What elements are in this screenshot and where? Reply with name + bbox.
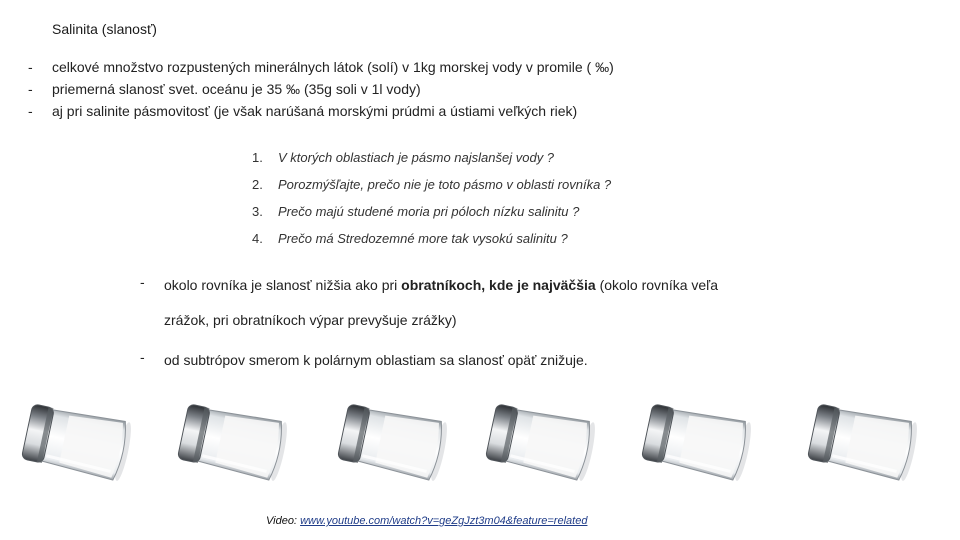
salt-shaker-image [20, 384, 136, 494]
bullet-text: aj pri salinite pásmovitosť (je však narúšaná morskými prúdmi a ústiami veľkých riek) [52, 103, 578, 119]
bullet-dash: - [28, 103, 33, 119]
video-link[interactable]: www.youtube.com/watch?v=geZgJzt3m04&feature=related [300, 515, 588, 527]
answer-item [140, 274, 840, 331]
bullet-dash: - [28, 81, 33, 97]
question-text: Prečo majú studené moria pri póloch nízku salinitu ? [278, 204, 580, 219]
salt-shaker-image [806, 384, 922, 494]
answer-text: od subtrópov smerom k polárnym oblastiam sa slanosť opäť znižuje. [164, 352, 588, 368]
answer-item [140, 349, 840, 371]
question-text: Porozmýšľajte, prečo nie je toto pásmo v oblasti rovníka ? [278, 177, 612, 192]
salt-shaker-image [176, 384, 292, 494]
bullet-item [28, 56, 614, 78]
salt-shaker-image [336, 384, 452, 494]
salt-shaker-row [0, 384, 960, 494]
caption-prefix: Video: [266, 515, 301, 527]
question-item [252, 203, 611, 230]
bullet-dash: - [28, 59, 33, 75]
bullet-dash: - [140, 349, 145, 365]
definition-list [28, 56, 614, 122]
question-item [252, 230, 611, 257]
bullet-text: celkové množstvo rozpustených minerálnych látok (solí) v 1kg morskej vody v promile ( ‰) [52, 59, 614, 75]
answer-emphasis: obratníkoch, kde je najväčšia [401, 277, 596, 293]
answer-text-part: (okolo rovníka veľa [595, 277, 719, 293]
bullet-text: priemerná slanosť svet. oceánu je 35 ‰ (35g soli v 1l vody) [52, 81, 421, 97]
question-number: 3. [252, 204, 263, 219]
video-caption [266, 515, 587, 527]
answer-text-part: okolo rovníka je slanosť nižšia ako pri [164, 277, 402, 293]
answer-list [140, 274, 840, 371]
question-number: 4. [252, 231, 263, 246]
question-list [252, 149, 611, 257]
question-item [252, 149, 611, 176]
bullet-item [28, 78, 614, 100]
question-text: V ktorých oblastiach je pásmo najslanšej vody ? [278, 150, 555, 165]
bullet-dash: - [140, 274, 145, 290]
question-number: 2. [252, 177, 263, 192]
answer-continuation: zrážok, pri obratníkoch výpar prevyšuje zrážky) [164, 312, 457, 328]
question-number: 1. [252, 150, 263, 165]
bullet-item [28, 100, 614, 122]
salt-shaker-image [484, 384, 600, 494]
question-item [252, 176, 611, 203]
salt-shaker-image [640, 384, 756, 494]
slide-title: Salinita (slanosť) [52, 21, 157, 37]
question-text: Prečo má Stredozemné more tak vysokú salinitu ? [278, 231, 568, 246]
answer-text [164, 274, 718, 331]
